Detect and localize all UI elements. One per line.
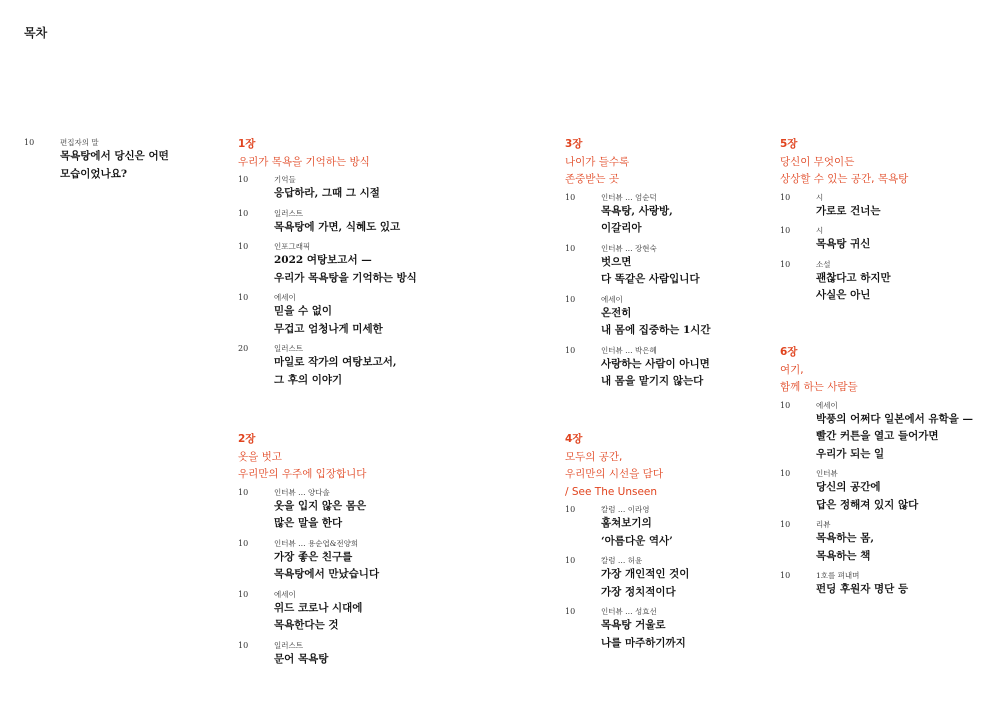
page-number: 10 [238,538,249,548]
entry-title-line: 위드 코로나 시대에 [274,601,363,614]
entry-title-line: 괜찮다고 하지만 [816,271,891,284]
entry-category: 에세이 [601,294,623,304]
page-number: 10 [238,589,249,599]
chapter-title-line: 우리만의 우주에 입장합니다 [238,468,367,480]
page-number: 10 [780,571,791,580]
toc-entry[interactable] [238,641,538,669]
page-number: 10 [565,556,576,565]
chapter-title-line: 상상할 수 있는 공간, 목욕탕 [780,173,909,185]
entry-category: 인터뷰 … 양다솔 [274,487,330,497]
entry-title-line: 사실은 아닌 [816,289,871,301]
page-number: 10 [238,487,249,497]
chapter-1 [238,136,538,389]
entry-title-line: 훔쳐보기의 [601,517,652,529]
chapter-title-line: 함께 하는 사람들 [780,381,858,393]
entry-title-line: 옷을 입지 않은 몸은 [274,499,367,512]
entry-title-line: 당신의 공간에 [816,481,881,493]
toc-entry[interactable] [565,193,765,238]
entry-category: 리뷰 [816,520,831,529]
page-number: 10 [565,243,576,253]
entry-title-line: 이갈리아 [601,222,642,234]
entry-title-line: 무겁고 엄청나게 미세한 [274,322,383,335]
chapter-heading [565,431,765,501]
entry-title-line: 벗으면 [601,255,632,268]
page-number: 20 [238,344,249,353]
chapter-number: 6장 [780,346,798,358]
entry-category: 일러스트 [274,640,303,650]
page-number: 10 [780,520,791,529]
entry-title-line: 가장 좋은 친구를 [274,550,353,563]
entry-title-line: 빨간 커튼을 열고 들어가면 [816,430,939,442]
chapter-2 [238,431,538,668]
chapter-heading [565,136,765,189]
toc-entry[interactable] [238,209,538,237]
toc-entry[interactable] [565,505,765,550]
entry-category: 에세이 [274,589,296,599]
chapter-5 [780,136,990,305]
toc-entry[interactable] [565,244,765,289]
entry-category: 일러스트 [274,208,303,218]
page-number: 10 [238,242,249,251]
entry-category: 인터뷰 … 성효선 [601,607,657,616]
toc-entry[interactable] [238,175,538,203]
toc-entry[interactable] [238,590,538,635]
entry-title-line: 펀딩 후원자 명단 등 [816,583,909,595]
entry-title-line: 문어 목욕탕 [274,652,329,665]
entry-title-line: 내 몸을 맡기지 않는다 [601,375,704,387]
entry-title-line: 가장 개인적인 것이 [601,568,690,580]
entry-title-line: 믿을 수 없이 [274,305,333,317]
toc-entry[interactable] [565,295,765,340]
toc-entry[interactable] [238,344,538,389]
page-number: 10 [238,293,249,302]
entry-title-line: 그 후의 이야기 [274,373,343,386]
entry-title-line: 목욕탕에서 만났습니다 [274,568,380,580]
entry-title-line: 가장 정치적이다 [601,585,676,598]
page-number: 10 [780,400,791,410]
page-number: 10 [238,175,249,184]
toc-entry[interactable] [780,226,990,254]
entry-title-line: 나를 마주하기까지 [601,636,686,649]
chapter-heading [780,344,995,397]
chapter-number: 1장 [238,138,256,150]
entry-title-line: 목욕하는 책 [816,549,871,562]
chapter-title-line: 모두의 공간, [565,450,623,463]
toc-entry[interactable] [238,242,538,287]
toc-entry[interactable] [780,469,995,514]
entry-title-line: 목욕탕 귀신 [816,238,871,250]
chapter-title-line: 존중받는 곳 [565,173,620,185]
chapter-number: 2장 [238,433,256,445]
page-number: 10 [565,294,576,304]
entry-title-line: 우리가 목욕탕을 기억하는 방식 [274,271,417,284]
toc-entry[interactable] [780,193,990,221]
toc-entry[interactable] [780,520,995,565]
entry-title-line: 온전히 [601,306,632,319]
page-number: 10 [780,226,791,235]
entry-title-line: 응답하라, 그때 그 시절 [274,187,380,199]
chapter-3 [565,136,765,391]
entry-category: 편집자의 말 [60,138,99,147]
toc-entry[interactable] [780,260,990,305]
editor-note [24,138,204,183]
entry-title-line: 내 몸에 집중하는 1시간 [601,324,711,336]
entry-title-line: ‘아름다운 역사’ [601,534,673,547]
entry-category: 인터뷰 … 장현숙 [601,243,657,253]
entry-title-line: 박풍의 어쩌다 일본에서 유학을 — [816,412,973,425]
entry-title-line: 목욕하는 몸, [816,532,875,544]
entry-category: 칼럼 … 이라영 [601,505,650,514]
chapter-number: 3장 [565,138,583,150]
entry-category: 인터뷰 … 용순엽&전양희 [274,538,359,548]
chapter-4 [565,431,765,652]
toc-entry[interactable] [780,401,995,464]
entry-category: 일러스트 [274,344,303,353]
entry-title-line: 사랑하는 사람이 아니면 [601,357,710,370]
page-number: 10 [780,259,791,269]
chapter-title-line: / See The Unseen [565,485,658,498]
entry-title-line: 목욕탕, 사랑방, [601,204,673,217]
chapter-title-line: 우리만의 시선을 담다 [565,468,663,480]
entry-category: 1호를 펴내며 [816,571,860,580]
entry-title-line: 2022 여탕보고서 — [274,254,372,266]
entry-category: 인터뷰 … 엄순덕 [601,192,657,202]
entry-title-line: 우리가 되는 일 [816,447,885,460]
entry-category: 인터뷰 … 박은혜 [601,345,657,355]
entry-title-line: 목욕한다는 것 [274,619,339,631]
chapter-heading [780,136,990,189]
entry-category: 시 [816,192,824,202]
page-number: 10 [780,192,791,202]
entry-title-line: 목욕탕에서 당신은 어떤 [60,150,169,162]
page-number: 10 [238,208,249,218]
page-number: 10 [565,607,576,616]
entry-title-line: 모습이었나요? [60,167,128,180]
page-number: 10 [565,192,576,202]
toc-entry[interactable] [565,346,765,391]
page-number: 10 [565,345,576,355]
chapter-number: 5장 [780,138,798,150]
entry-category: 소설 [816,259,831,269]
entry-title-line: 다 똑같은 사람입니다 [601,273,700,285]
chapter-title-line: 우리가 목욕을 기억하는 방식 [238,155,370,168]
chapter-6 [780,344,995,599]
page-number: 10 [24,138,35,147]
toc-entry[interactable] [238,488,538,533]
toc-entry[interactable] [565,607,765,652]
entry-title-line: 가로로 건너는 [816,204,881,217]
entry-title-line: 목욕탕에 가면, 식혜도 있고 [274,220,401,233]
chapter-title-line: 여기, [780,363,804,376]
entry-title-line: 많은 말을 한다 [274,517,343,529]
entry-category: 인포그래픽 [274,242,311,251]
chapter-title-line: 나이가 들수록 [565,155,630,168]
entry-category: 칼럼 … 허윤 [601,556,643,565]
chapter-title-line: 당신이 무엇이든 [780,155,855,168]
entry-category: 에세이 [816,400,838,410]
page-number: 10 [780,469,791,478]
entry-category: 인터뷰 [816,469,838,478]
page-number: 10 [565,505,576,514]
entry-title-line: 마일로 작가의 여탕보고서, [274,356,397,368]
entry-category: 에세이 [274,293,296,302]
chapter-number: 4장 [565,433,583,445]
entry-category: 기억들 [274,175,296,184]
chapter-title-line: 옷을 벗고 [238,450,282,463]
toc-entry[interactable] [780,571,995,599]
chapter-heading [238,431,538,484]
entry-title-line: 목욕탕 거울로 [601,619,666,631]
entry-title-line: 답은 정해져 있지 않다 [816,498,919,511]
toc-entry[interactable] [238,293,538,338]
toc-entry[interactable] [238,539,538,584]
page-number: 10 [238,640,249,650]
chapter-heading [238,136,538,171]
page-title: 목차 [24,26,48,40]
toc-entry[interactable] [565,556,765,601]
entry-category: 시 [816,226,824,235]
